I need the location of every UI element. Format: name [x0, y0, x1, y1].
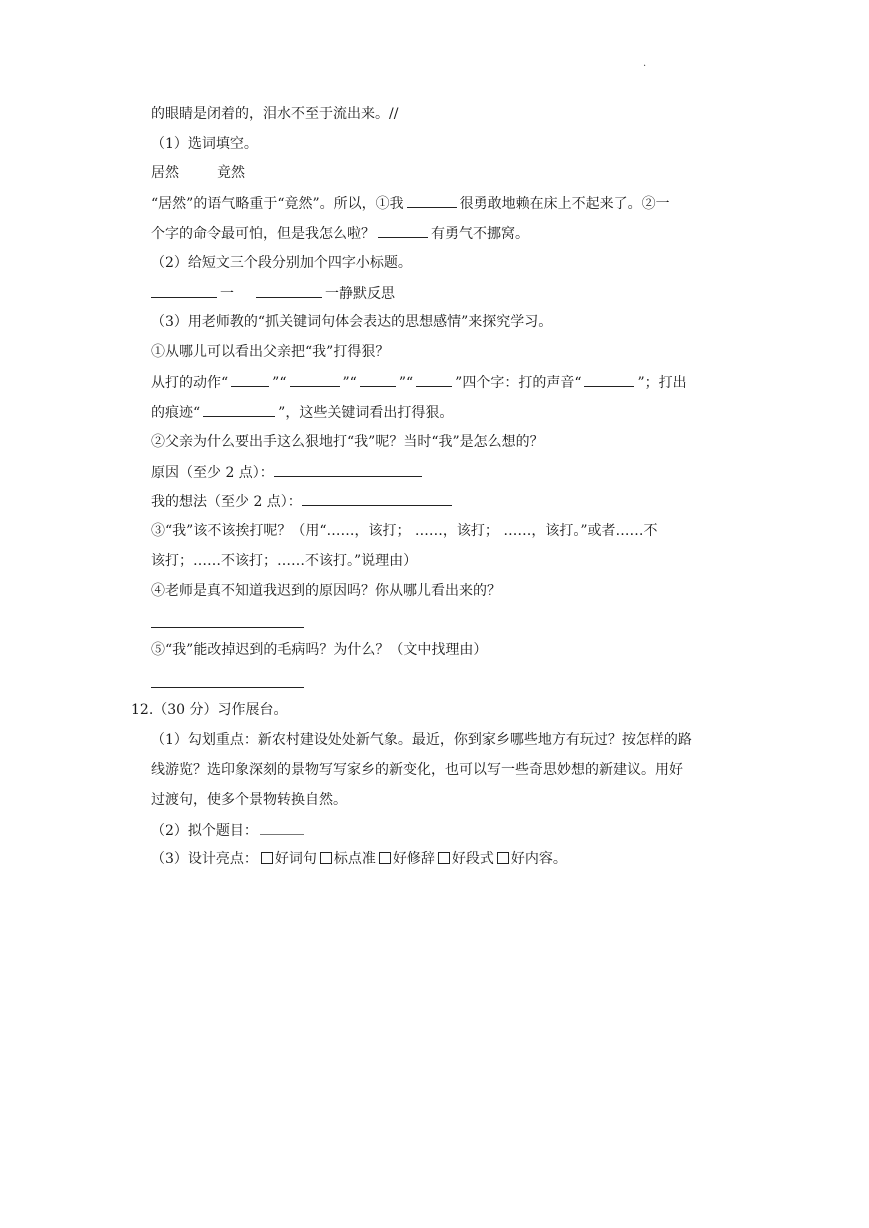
- q3-5-answer-line[interactable]: [151, 687, 304, 688]
- q3-1-text-c: ”；打出: [637, 375, 687, 391]
- highlight-item: 好内容。: [510, 851, 567, 867]
- q1-options: [151, 163, 283, 183]
- q2-title: （2）给短文三个段分别加个四字小标题。: [151, 255, 412, 271]
- q3-1-text-d: 的痕迹“: [151, 405, 201, 421]
- q3-2-reason-blank[interactable]: [274, 462, 422, 477]
- passage-tail: 的眼睛是闭着的，泪水不至于流出来。//: [151, 106, 399, 122]
- q3-2-question: ②父亲为什么要出手这么狠地打“我”呢？当时“我”是怎么想的？: [151, 434, 544, 450]
- q3-1-text-e: ”，这些关键词看出打得狠。: [278, 405, 454, 421]
- q12-2-title-blank[interactable]: [260, 820, 304, 835]
- q2-blank-1[interactable]: [151, 283, 217, 298]
- q3-4-question: ④老师是真不知道我迟到的原因吗？你从哪儿看出来的？: [151, 583, 501, 599]
- q3-1-quote: ”“: [398, 375, 414, 391]
- checkbox-icon[interactable]: [497, 852, 509, 864]
- q3-2-idea-blank[interactable]: [302, 491, 452, 506]
- page-marker-dot: .: [643, 58, 647, 69]
- q3-1-line1: [151, 372, 687, 392]
- q1-line1-text-b: 很勇敢地赖在床上不起来了。②一: [459, 196, 670, 212]
- q3-2-reason-label: 原因（至少 2 点）：: [151, 465, 274, 481]
- q3-1-blank-2[interactable]: [290, 372, 340, 387]
- q3-1-question: ①从哪儿可以看出父亲把“我”打得狠？: [151, 344, 390, 360]
- q3-1-line2: [151, 402, 453, 422]
- q3-1-blank-6[interactable]: [203, 402, 275, 417]
- q3-2-idea-label: 我的想法（至少 2 点）：: [151, 494, 302, 510]
- q3-4-answer-line[interactable]: [151, 627, 304, 628]
- highlight-item: 标点准: [333, 851, 376, 867]
- checkbox-icon[interactable]: [261, 852, 273, 864]
- q3-title: （3）用老师教的“抓关键词句体会表达的思想感情”来探究学习。: [151, 314, 553, 330]
- q3-1-blank-5[interactable]: [584, 372, 634, 387]
- q1-line2-text-b: 有勇气不挪窝。: [431, 226, 529, 242]
- checkbox-icon[interactable]: [320, 852, 332, 864]
- q3-1-blank-4[interactable]: [416, 372, 452, 387]
- q12-1-line2: 线游览？选印象深刻的景物写写家乡的新变化，也可以写一些奇思妙想的新建议。用好: [151, 762, 683, 778]
- q2-separator: 一: [220, 286, 234, 302]
- option-jingran: 竟然: [217, 165, 245, 181]
- q3-5-question: ⑤“我”能改掉迟到的毛病吗？为什么？（文中找理由）: [151, 642, 488, 658]
- q12-2-label: （2）拟个题目：: [151, 823, 258, 839]
- q2-headings: [151, 283, 395, 303]
- q3-1-blank-3[interactable]: [360, 372, 396, 387]
- q12-3-label: （3）设计亮点：: [151, 851, 258, 867]
- q3-2-idea: [151, 491, 455, 511]
- q3-3-line2: 该打；……不该打；……不该打。”说理由）: [151, 553, 418, 569]
- checkbox-icon[interactable]: [438, 852, 450, 864]
- highlight-item: 好词句: [274, 851, 317, 867]
- q12-1-line3: 过渡句，使多个景物转换自然。: [151, 792, 347, 808]
- q3-1-quote: ”“: [342, 375, 357, 391]
- q1-blank-1[interactable]: [407, 193, 457, 208]
- q3-1-text-b: ”四个字：打的声音“: [455, 375, 582, 391]
- checkbox-icon[interactable]: [379, 852, 391, 864]
- highlight-item: 好段式: [451, 851, 494, 867]
- q3-2-reason: [151, 462, 425, 482]
- highlight-item: 好修辞: [392, 851, 435, 867]
- q1-line2: [151, 223, 529, 243]
- q3-1-blank-1[interactable]: [231, 372, 269, 387]
- q1-line2-text-a: 个字的命令最可怕，但是我怎么啦？: [151, 226, 375, 242]
- q1-title: （1）选词填空。: [151, 136, 258, 152]
- q2-blank-2[interactable]: [256, 283, 322, 298]
- q1-line1-text-a: “居然”的语气略重于“竟然”。所以，①我: [151, 196, 404, 212]
- q12-2: [151, 820, 304, 840]
- q12-title: 12.（30 分）习作展台。: [131, 702, 288, 718]
- option-juran: 居然: [151, 165, 179, 181]
- q1-blank-2[interactable]: [378, 223, 428, 238]
- q3-3-line1: ③“我”该不该挨打呢？（用“……，该打； ……，该打； ……，该打。”或者……不: [151, 523, 658, 539]
- q3-1-text-a: 从打的动作“: [151, 375, 229, 391]
- q12-1-line1: （1）勾划重点：新农村建设处处新气象。最近，你到家乡哪些地方有玩过？按怎样的路: [151, 732, 692, 748]
- q1-line1: [151, 193, 670, 213]
- q3-1-quote: ”“: [272, 375, 287, 391]
- q2-heading-3: 一静默反思: [325, 286, 395, 302]
- q12-3: [151, 849, 567, 869]
